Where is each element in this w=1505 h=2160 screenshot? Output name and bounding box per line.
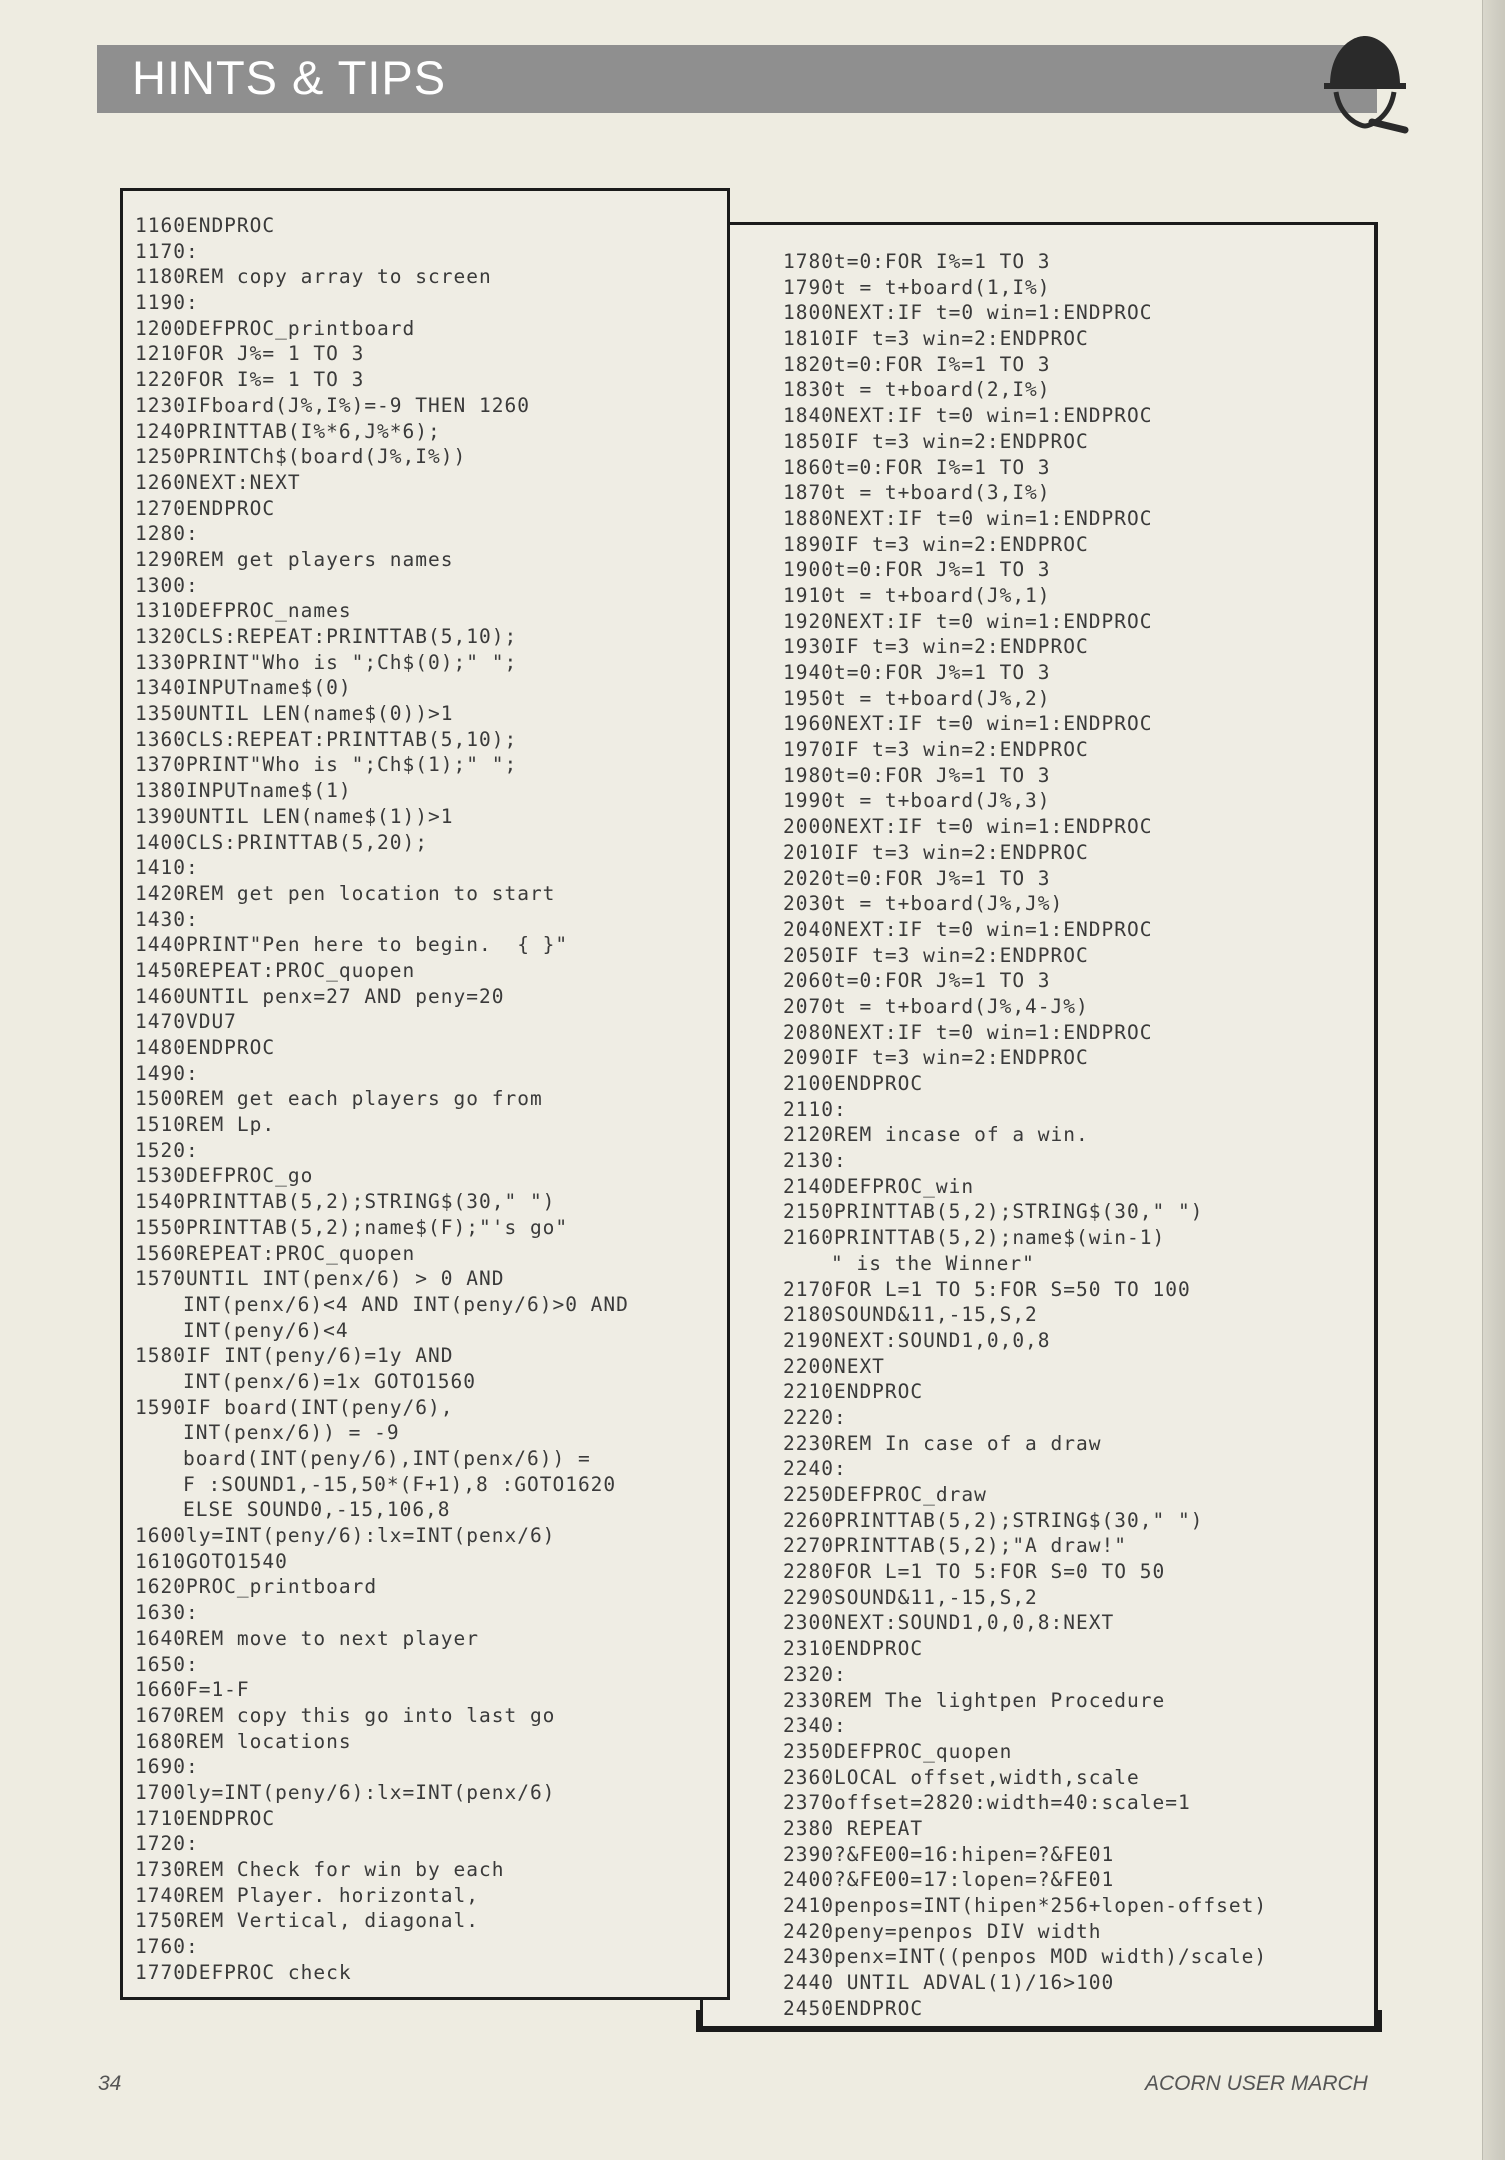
code-line: 2420peny=penpos DIV width bbox=[783, 1919, 1102, 1943]
code-line: 1560REPEAT:PROC_quopen bbox=[135, 1241, 416, 1265]
code-line: F :SOUND1,-15,50*(F+1),8 :GOTO1620 bbox=[183, 1472, 617, 1496]
code-line: 1370PRINT"Who is ";Ch$(1);" "; bbox=[135, 753, 518, 777]
code-line: 1670REM copy this go into last go bbox=[135, 1703, 556, 1727]
acorn-logo-icon bbox=[1310, 30, 1420, 140]
code-line: 1860t=0:FOR I%=1 TO 3 bbox=[783, 455, 1051, 479]
code-line: 2060t=0:FOR J%=1 TO 3 bbox=[783, 969, 1051, 993]
code-line: 1450REPEAT:PROC_quopen bbox=[135, 958, 416, 982]
page-number: 34 bbox=[98, 2072, 122, 2095]
code-lines-right bbox=[783, 249, 1267, 2021]
code-line: 1730REM Check for win by each bbox=[135, 1858, 505, 1881]
code-line: 1780t=0:FOR I%=1 TO 3 bbox=[783, 250, 1051, 273]
code-line: " is the Winner" bbox=[831, 1251, 1035, 1275]
code-line: board(INT(peny/6),INT(penx/6)) = bbox=[183, 1447, 591, 1470]
code-line: 2140DEFPROC_win bbox=[783, 1174, 975, 1198]
code-line: 2270PRINTTAB(5,2);"A draw!" bbox=[783, 1534, 1127, 1558]
code-line: 1410: bbox=[135, 856, 199, 880]
code-line: 1310DEFPROC_names bbox=[135, 599, 352, 623]
code-line: 1760: bbox=[135, 1935, 199, 1959]
code-line: 1820t=0:FOR I%=1 TO 3 bbox=[783, 352, 1051, 376]
code-line: 1300: bbox=[135, 573, 199, 597]
code-line: 1290REM get players names bbox=[135, 547, 454, 571]
code-line: 2230REM In case of a draw bbox=[783, 1431, 1102, 1455]
code-line: 1280: bbox=[135, 522, 199, 546]
code-line: 1900t=0:FOR J%=1 TO 3 bbox=[783, 558, 1051, 582]
code-line: 1420REM get pen location to start bbox=[135, 881, 556, 905]
magazine-footer: ACORN USER MARCH bbox=[1145, 2072, 1368, 2095]
code-line: 1160ENDPROC bbox=[135, 214, 276, 237]
code-line: 2190NEXT:SOUND1,0,0,8 bbox=[783, 1328, 1051, 1352]
code-line: 2070t = t+board(J%,4-J%) bbox=[783, 994, 1089, 1018]
code-line: 1440PRINT"Pen here to begin. { }" bbox=[135, 933, 569, 957]
code-line: 1240PRINTTAB(I%*6,J%*6); bbox=[135, 419, 441, 443]
code-line: 2160PRINTTAB(5,2);name$(win-1) bbox=[783, 1226, 1166, 1250]
code-line: 2430penx=INT((penpos MOD width)/scale) bbox=[783, 1945, 1268, 1969]
code-line: 1250PRINTCh$(board(J%,I%)) bbox=[135, 445, 467, 469]
code-line: 1380INPUTname$(1) bbox=[135, 779, 352, 803]
code-line: INT(penx/6)<4 AND INT(peny/6)>0 AND bbox=[183, 1292, 629, 1316]
page-edge bbox=[1482, 0, 1505, 2160]
code-line: 1750REM Vertical, diagonal. bbox=[135, 1909, 479, 1933]
code-line: 1190: bbox=[135, 291, 199, 315]
code-line: 1580IF INT(peny/6)=1y AND bbox=[135, 1344, 454, 1368]
code-line: 2210ENDPROC bbox=[783, 1380, 924, 1404]
code-line: 1180REM copy array to screen bbox=[135, 265, 492, 289]
code-line: 1960NEXT:IF t=0 win=1:ENDPROC bbox=[783, 712, 1153, 736]
code-line: 2360LOCAL offset,width,scale bbox=[783, 1765, 1140, 1789]
section-title: HINTS & TIPS bbox=[132, 51, 447, 104]
code-line: 1590IF board(INT(peny/6), bbox=[135, 1395, 454, 1419]
code-line: 1770DEFPROC check bbox=[135, 1960, 352, 1984]
code-line: 1390UNTIL LEN(name$(1))>1 bbox=[135, 804, 454, 828]
code-line: ELSE SOUND0,-15,106,8 bbox=[183, 1498, 451, 1522]
code-line: 2260PRINTTAB(5,2);STRING$(30," ") bbox=[783, 1508, 1204, 1532]
code-line: 2450ENDPROC bbox=[783, 1996, 924, 2020]
code-line: 1840NEXT:IF t=0 win=1:ENDPROC bbox=[783, 404, 1153, 428]
code-line: 2090IF t=3 win=2:ENDPROC bbox=[783, 1046, 1089, 1070]
code-line: 1830t = t+board(2,I%) bbox=[783, 378, 1051, 402]
code-line: 1430: bbox=[135, 907, 199, 931]
code-line: 1880NEXT:IF t=0 win=1:ENDPROC bbox=[783, 506, 1153, 530]
code-line: 1530DEFPROC_go bbox=[135, 1164, 314, 1188]
code-line: 2000NEXT:IF t=0 win=1:ENDPROC bbox=[783, 815, 1153, 839]
code-line: 2390?&FE00=16:hipen=?&FE01 bbox=[783, 1842, 1115, 1866]
code-line: 1500REM get each players go from bbox=[135, 1087, 543, 1111]
code-line: 1950t = t+board(J%,2) bbox=[783, 686, 1051, 710]
code-line: 2110: bbox=[783, 1097, 847, 1121]
code-line: 2040NEXT:IF t=0 win=1:ENDPROC bbox=[783, 917, 1153, 941]
code-line: 2120REM incase of a win. bbox=[783, 1123, 1089, 1147]
code-line: 1510REM Lp. bbox=[135, 1113, 276, 1137]
code-line: 2300NEXT:SOUND1,0,0,8:NEXT bbox=[783, 1611, 1115, 1635]
code-line: 1260NEXT:NEXT bbox=[135, 470, 301, 494]
code-line: 1620PROC_printboard bbox=[135, 1575, 378, 1599]
code-line: 1480ENDPROC bbox=[135, 1036, 276, 1059]
code-line: 1850IF t=3 win=2:ENDPROC bbox=[783, 429, 1089, 453]
code-line: 1940t=0:FOR J%=1 TO 3 bbox=[783, 661, 1051, 684]
code-line: 2150PRINTTAB(5,2);STRING$(30," ") bbox=[783, 1200, 1204, 1224]
code-line: 1470VDU7 bbox=[135, 1010, 237, 1034]
code-line: 1800NEXT:IF t=0 win=1:ENDPROC bbox=[783, 301, 1153, 325]
code-listing-right bbox=[700, 222, 1378, 2030]
code-lines-left bbox=[135, 213, 629, 1985]
code-line: 1540PRINTTAB(5,2);STRING$(30," ") bbox=[135, 1190, 556, 1214]
code-line: 1630: bbox=[135, 1601, 199, 1625]
code-line: 1270ENDPROC bbox=[135, 496, 276, 520]
code-line: 2130: bbox=[783, 1149, 847, 1173]
code-line: 2240: bbox=[783, 1457, 847, 1481]
code-line: 1970IF t=3 win=2:ENDPROC bbox=[783, 738, 1089, 762]
code-line: 1650: bbox=[135, 1652, 199, 1676]
code-line: 1200DEFPROC_printboard bbox=[135, 316, 416, 340]
code-line: 1350UNTIL LEN(name$(0))>1 bbox=[135, 702, 454, 726]
code-line: 2290SOUND&11,-15,S,2 bbox=[783, 1585, 1038, 1609]
code-line: 2030t = t+board(J%,J%) bbox=[783, 892, 1064, 916]
code-line: 1920NEXT:IF t=0 win=1:ENDPROC bbox=[783, 609, 1153, 633]
code-line: 1600ly=INT(peny/6):lx=INT(penx/6) bbox=[135, 1524, 556, 1548]
code-line: 2350DEFPROC_quopen bbox=[783, 1739, 1013, 1763]
code-line: 1990t = t+board(J%,3) bbox=[783, 789, 1051, 813]
code-line: 2410penpos=INT(hipen*256+lopen-offset) bbox=[783, 1894, 1268, 1917]
code-line: 1520: bbox=[135, 1138, 199, 1162]
code-line: INT(penx/6)=1x GOTO1560 bbox=[183, 1369, 477, 1393]
code-line: 2320: bbox=[783, 1662, 847, 1686]
code-line: 1460UNTIL penx=27 AND peny=20 bbox=[135, 984, 505, 1008]
code-line: 1690: bbox=[135, 1755, 199, 1779]
code-line: 1700ly=INT(peny/6):lx=INT(penx/6) bbox=[135, 1780, 556, 1804]
code-line: 2050IF t=3 win=2:ENDPROC bbox=[783, 943, 1089, 967]
code-listing-left bbox=[120, 188, 730, 2000]
code-line: INT(penx/6)) = -9 bbox=[183, 1421, 400, 1445]
code-line: 2220: bbox=[783, 1405, 847, 1429]
code-line: 1550PRINTTAB(5,2);name$(F);"'s go" bbox=[135, 1215, 569, 1239]
code-line: 1980t=0:FOR J%=1 TO 3 bbox=[783, 763, 1051, 787]
code-line: 1870t = t+board(3,I%) bbox=[783, 481, 1051, 505]
code-line: 2400?&FE00=17:lopen=?&FE01 bbox=[783, 1868, 1115, 1892]
code-line: 1660F=1-F bbox=[135, 1678, 250, 1702]
code-line: 1360CLS:REPEAT:PRINTTAB(5,10); bbox=[135, 727, 518, 751]
code-line: 2340: bbox=[783, 1714, 847, 1738]
code-line: 2170FOR L=1 TO 5:FOR S=50 TO 100 bbox=[783, 1277, 1191, 1301]
code-line: 1790t = t+board(1,I%) bbox=[783, 275, 1051, 299]
code-line: 2280FOR L=1 TO 5:FOR S=0 TO 50 bbox=[783, 1560, 1166, 1584]
code-line: 1170: bbox=[135, 239, 199, 263]
code-line: 2310ENDPROC bbox=[783, 1637, 924, 1661]
code-line: 1330PRINT"Who is ";Ch$(0);" "; bbox=[135, 650, 518, 674]
code-line: 1320CLS:REPEAT:PRINTTAB(5,10); bbox=[135, 625, 518, 648]
code-line: 2100ENDPROC bbox=[783, 1072, 924, 1095]
code-line: 1640REM move to next player bbox=[135, 1626, 479, 1650]
code-line: 1490: bbox=[135, 1061, 199, 1085]
code-line: 1340INPUTname$(0) bbox=[135, 676, 352, 700]
code-line: 2020t=0:FOR J%=1 TO 3 bbox=[783, 866, 1051, 890]
code-line: 1720: bbox=[135, 1832, 199, 1856]
code-line: 1610GOTO1540 bbox=[135, 1549, 288, 1573]
code-line: 2440 UNTIL ADVAL(1)/16>100 bbox=[783, 1971, 1115, 1995]
code-line: 2250DEFPROC_draw bbox=[783, 1483, 987, 1506]
code-line: 1890IF t=3 win=2:ENDPROC bbox=[783, 532, 1089, 556]
code-line: 2010IF t=3 win=2:ENDPROC bbox=[783, 840, 1089, 864]
code-line: 1740REM Player. horizontal, bbox=[135, 1883, 479, 1907]
code-line: 1230IFboard(J%,I%)=-9 THEN 1260 bbox=[135, 393, 530, 417]
code-line: 2080NEXT:IF t=0 win=1:ENDPROC bbox=[783, 1020, 1153, 1044]
code-line: 2180SOUND&11,-15,S,2 bbox=[783, 1303, 1038, 1327]
code-line: 1220FOR I%= 1 TO 3 bbox=[135, 368, 365, 392]
code-line: 1210FOR J%= 1 TO 3 bbox=[135, 342, 365, 366]
code-line: 1930IF t=3 win=2:ENDPROC bbox=[783, 635, 1089, 659]
code-line: 1910t = t+board(J%,1) bbox=[783, 583, 1051, 607]
code-line: 2200NEXT bbox=[783, 1354, 885, 1378]
code-line: 1810IF t=3 win=2:ENDPROC bbox=[783, 327, 1089, 351]
code-line: 2370offset=2820:width=40:scale=1 bbox=[783, 1791, 1191, 1815]
code-line: 1710ENDPROC bbox=[135, 1806, 276, 1830]
code-line: 2380 REPEAT bbox=[783, 1816, 924, 1840]
code-line: 2330REM The lightpen Procedure bbox=[783, 1688, 1166, 1712]
code-line: 1400CLS:PRINTTAB(5,20); bbox=[135, 830, 429, 854]
code-line: 1680REM locations bbox=[135, 1729, 352, 1753]
code-line: INT(peny/6)<4 bbox=[183, 1318, 349, 1342]
code-line: 1570UNTIL INT(penx/6) > 0 AND bbox=[135, 1267, 505, 1291]
